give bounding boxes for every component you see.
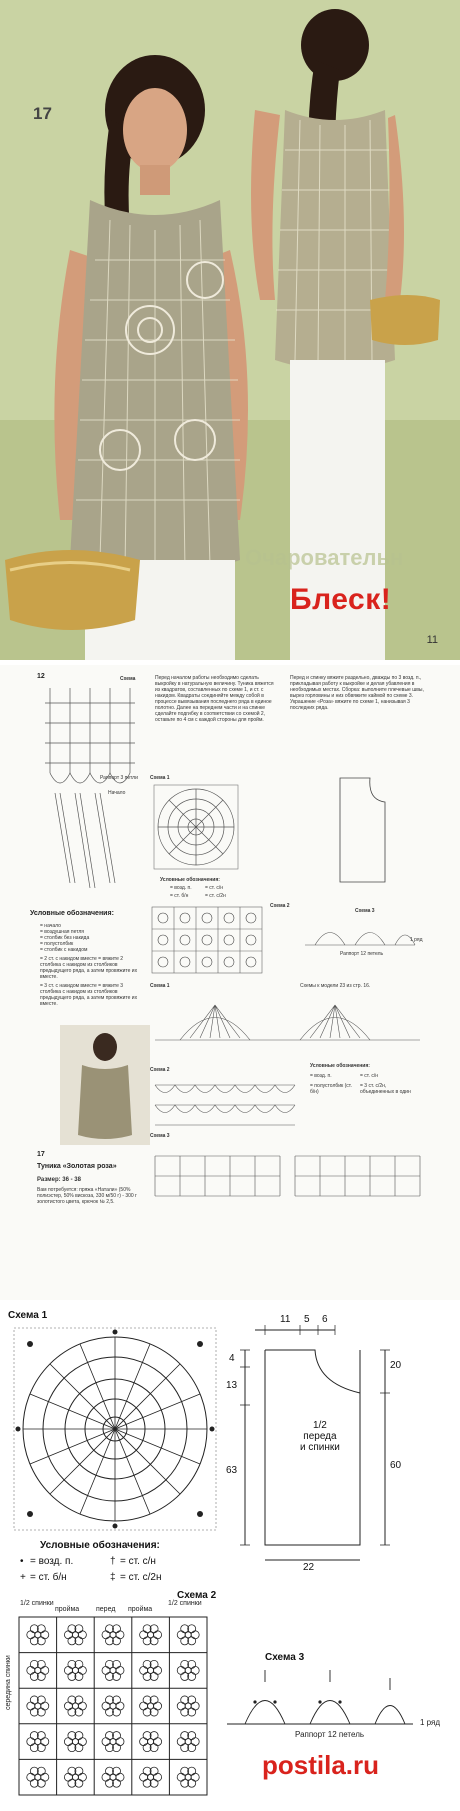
flower-petal bbox=[102, 1631, 110, 1639]
model-thumbnail bbox=[60, 1025, 150, 1145]
watermark-text: postila.ru bbox=[262, 1750, 380, 1780]
page-number: 11 bbox=[426, 634, 438, 646]
grid-label: перед bbox=[96, 1606, 116, 1613]
legend-item: = начало bbox=[40, 923, 61, 929]
flower-petal bbox=[41, 1702, 49, 1710]
flower-petal bbox=[102, 1738, 110, 1746]
repeat-label-large: Раппорт 12 петель bbox=[295, 1730, 365, 1739]
flower-petal bbox=[140, 1738, 148, 1746]
flower-petal bbox=[102, 1702, 110, 1710]
model-no: 17 bbox=[37, 1151, 45, 1158]
flower-petal bbox=[154, 1773, 162, 1781]
pattern-caption-line: 1/2 bbox=[312, 1420, 327, 1431]
flower-petal bbox=[191, 1773, 199, 1781]
watermark-logo bbox=[262, 1750, 379, 1781]
legend-item: = столбик с накидом bbox=[40, 947, 88, 953]
grid-label: пройма bbox=[128, 1606, 153, 1613]
flower-petal bbox=[191, 1666, 199, 1674]
grid-label: 1/2 спинки bbox=[20, 1600, 54, 1607]
flower-petal bbox=[27, 1666, 35, 1674]
flower-grid-small bbox=[150, 905, 265, 975]
flower-petal bbox=[116, 1773, 124, 1781]
legend2-item: = ст. б/н bbox=[170, 893, 189, 899]
legend-item-large: = ст. с/2н bbox=[120, 1572, 162, 1583]
flower-petal bbox=[154, 1702, 162, 1710]
size-line: Размер: 36 - 38 bbox=[37, 1177, 81, 1183]
schema3-title: Схема 3 bbox=[265, 1652, 305, 1663]
strip-chart bbox=[40, 683, 145, 898]
flower-petal bbox=[154, 1738, 162, 1746]
lower-schema-note: Схемы к модели 23 из стр. 16. bbox=[300, 983, 371, 989]
legend2-item: = ст. с/2н bbox=[205, 893, 226, 899]
model-number: 17 bbox=[33, 104, 52, 123]
pattern-caption-line: переда bbox=[303, 1431, 337, 1442]
dim-left-c: 63 bbox=[226, 1465, 238, 1476]
flower-petal bbox=[154, 1631, 162, 1639]
garment-pattern-small bbox=[330, 770, 405, 890]
legend-item: = 2 ст. с накидом вместе = вяжите 2 столбика с накидом из столбиков предыдущего ряда, а затем провяжите их вместе. bbox=[40, 956, 138, 980]
flower-petal bbox=[41, 1773, 49, 1781]
model-title: Туника «Золотая роза» bbox=[37, 1163, 117, 1170]
flower-petal bbox=[64, 1666, 72, 1674]
repeat-label-2: Раппорт 12 петель bbox=[340, 951, 384, 957]
legend-title: Условные обозначения: bbox=[30, 910, 114, 917]
flower-petal bbox=[64, 1738, 72, 1746]
dim-bottom: 22 bbox=[303, 1562, 315, 1573]
flower-petal bbox=[191, 1631, 199, 1639]
flower-petal bbox=[27, 1773, 35, 1781]
flower-petal bbox=[78, 1666, 86, 1674]
lower-legend-title: Условные обозначения: bbox=[310, 1063, 370, 1069]
dim-right-a: 20 bbox=[390, 1360, 402, 1371]
flower-petal bbox=[140, 1631, 148, 1639]
flower-petal bbox=[140, 1666, 148, 1674]
row-label-large: 1 ряд bbox=[420, 1718, 441, 1727]
flower-petal bbox=[177, 1631, 185, 1639]
legend-dot-icon: • bbox=[20, 1556, 24, 1567]
flower-petal bbox=[177, 1666, 185, 1674]
square-motif-chart bbox=[152, 783, 240, 871]
legend2-item: = ст. с/н bbox=[205, 885, 223, 891]
legend-item: = воздушная петля bbox=[40, 929, 85, 935]
schema1-title: Схема 1 bbox=[8, 1310, 48, 1321]
legend-item-large: = ст. с/н bbox=[120, 1556, 156, 1567]
repeat-label-1: Раппорт 3 петли bbox=[100, 775, 138, 781]
flower-petal bbox=[154, 1666, 162, 1674]
flower-petal bbox=[78, 1702, 86, 1710]
flower-petal bbox=[27, 1738, 35, 1746]
grid-label: 1/2 спинки bbox=[168, 1600, 202, 1607]
flower-petal bbox=[102, 1773, 110, 1781]
flower-petal bbox=[41, 1666, 49, 1674]
grid-label: пройма bbox=[55, 1606, 80, 1613]
flower-petal bbox=[116, 1666, 124, 1674]
flower-petal bbox=[191, 1702, 199, 1710]
legend2-item: = возд. п. bbox=[170, 885, 192, 891]
pattern-caption-line: и спинки bbox=[300, 1442, 340, 1453]
flower-petal bbox=[78, 1738, 86, 1746]
flower-petal bbox=[78, 1773, 86, 1781]
flower-petal bbox=[41, 1631, 49, 1639]
lower-legend-item: = ст. с/н bbox=[360, 1073, 378, 1079]
flower-petal bbox=[64, 1631, 72, 1639]
ghost-heading: Очаровательн bbox=[245, 545, 404, 570]
schema2-title: Схема 2 bbox=[177, 1590, 217, 1601]
row-label: 1 ряд bbox=[410, 937, 423, 943]
schema1-label: Схема 1 bbox=[150, 775, 170, 781]
dim-left-a: 4 bbox=[229, 1353, 235, 1364]
flower-petal bbox=[41, 1738, 49, 1746]
schema3-label: Схема 3 bbox=[355, 908, 375, 914]
dim-top-a: 11 bbox=[280, 1314, 291, 1325]
pattern-number: 12 bbox=[37, 673, 45, 680]
scanned-instructions-page bbox=[0, 665, 460, 1300]
legend-list bbox=[40, 923, 145, 1007]
flower-petal bbox=[78, 1631, 86, 1639]
dim-top-c: 6 bbox=[322, 1314, 328, 1325]
flower-petal bbox=[116, 1738, 124, 1746]
flower-petal bbox=[116, 1631, 124, 1639]
schema-label: Схема bbox=[120, 676, 136, 682]
flower-petal bbox=[102, 1666, 110, 1674]
dim-right-b: 60 bbox=[390, 1460, 402, 1471]
flower-petal bbox=[177, 1702, 185, 1710]
flower-grid-large bbox=[18, 1616, 208, 1796]
flower-petal bbox=[140, 1702, 148, 1710]
flower-petal bbox=[64, 1773, 72, 1781]
edging-chart-small bbox=[300, 915, 420, 955]
lace-fan-chart bbox=[150, 990, 425, 1050]
legend-double-icon: ‡ bbox=[110, 1572, 116, 1583]
schema2-label: Схема 2 bbox=[270, 903, 290, 909]
square-motif-chart-large bbox=[10, 1324, 220, 1534]
flower-petal bbox=[177, 1738, 185, 1746]
flower-petal bbox=[191, 1738, 199, 1746]
lower-legend-item: = возд. п. bbox=[310, 1073, 332, 1079]
dim-top-b: 5 bbox=[304, 1314, 310, 1325]
legend-title-large: Условные обозначения: bbox=[40, 1540, 160, 1551]
lower-schema1: Схема 1 bbox=[150, 983, 170, 989]
lower-schema3: Схема 3 bbox=[150, 1133, 170, 1139]
instructions-text-2: Перед и спинку вяжите раздельно, дважды по 3 возд. п., прикладывая работу к выкройке и делая убавления в необходимых местах. Сборка: выполните плечевые швы, вырез горловины и низ обвяжите каймой по схеме 3. Украшение «Роза» вяжите по схеме 1, нанизывая 3 последних ряда. bbox=[290, 675, 424, 711]
flower-petal bbox=[116, 1702, 124, 1710]
lower-schema2: Схема 2 bbox=[150, 1067, 170, 1073]
dim-left-b: 13 bbox=[226, 1380, 238, 1391]
flower-petal bbox=[177, 1773, 185, 1781]
flower-petal bbox=[27, 1702, 35, 1710]
enlarged-charts bbox=[0, 1300, 460, 1811]
materials-text: Вам потребуется: пряжа «Натали» (50% полиэстер, 50% вискоза, 330 м/50 г) - 300 г золотистого цвета, крючок № 2,5. bbox=[37, 1187, 137, 1205]
legend-item-large: = возд. п. bbox=[30, 1556, 74, 1567]
flower-petal bbox=[140, 1773, 148, 1781]
grid-side-label: середина спинки bbox=[5, 1655, 12, 1710]
wave-chart bbox=[150, 1141, 425, 1201]
legend-item-large: = ст. б/н bbox=[30, 1572, 67, 1583]
mesh-chart bbox=[150, 1075, 300, 1130]
legend-item: = 3 ст. с накидом вместе = вяжите 3 столбика с накидом из столбиков предыдущего ряда, а затем провяжите их вместе. bbox=[40, 983, 138, 1007]
lower-legend-item: = полустолбик (ст. б/н) bbox=[310, 1083, 352, 1095]
legend-stitch-icon: † bbox=[110, 1556, 116, 1567]
legend-item: = столбик без накида bbox=[40, 935, 90, 941]
start-label: Начало bbox=[108, 790, 126, 796]
instructions-text-1: Перед началом работы необходимо сделать выкройку в натуральную величину. Туника вяжется из квадратов, составленных по схеме 1, и ст. с накидом. Квадраты соединяйте между собой в процессе вывязывания последнего ряда в единое полотно. Далее на переднем части и на спинке сделайте подгибку в соответствии со схемой 2, оставьте по 4 см с каждой стороны для пройм. bbox=[155, 675, 274, 723]
legend2-title: Условные обозначения: bbox=[160, 877, 220, 883]
flower-petal bbox=[64, 1702, 72, 1710]
legend-plus-icon: + bbox=[20, 1572, 26, 1583]
legend-item: = полустолбик bbox=[40, 941, 74, 947]
magazine-photo bbox=[0, 0, 460, 660]
page-title: Блеск! bbox=[290, 583, 392, 616]
flower-petal bbox=[27, 1631, 35, 1639]
pattern-caption bbox=[300, 1420, 340, 1453]
lower-legend-item: = 3 ст. с/2н, объединенных в один bbox=[360, 1083, 411, 1095]
